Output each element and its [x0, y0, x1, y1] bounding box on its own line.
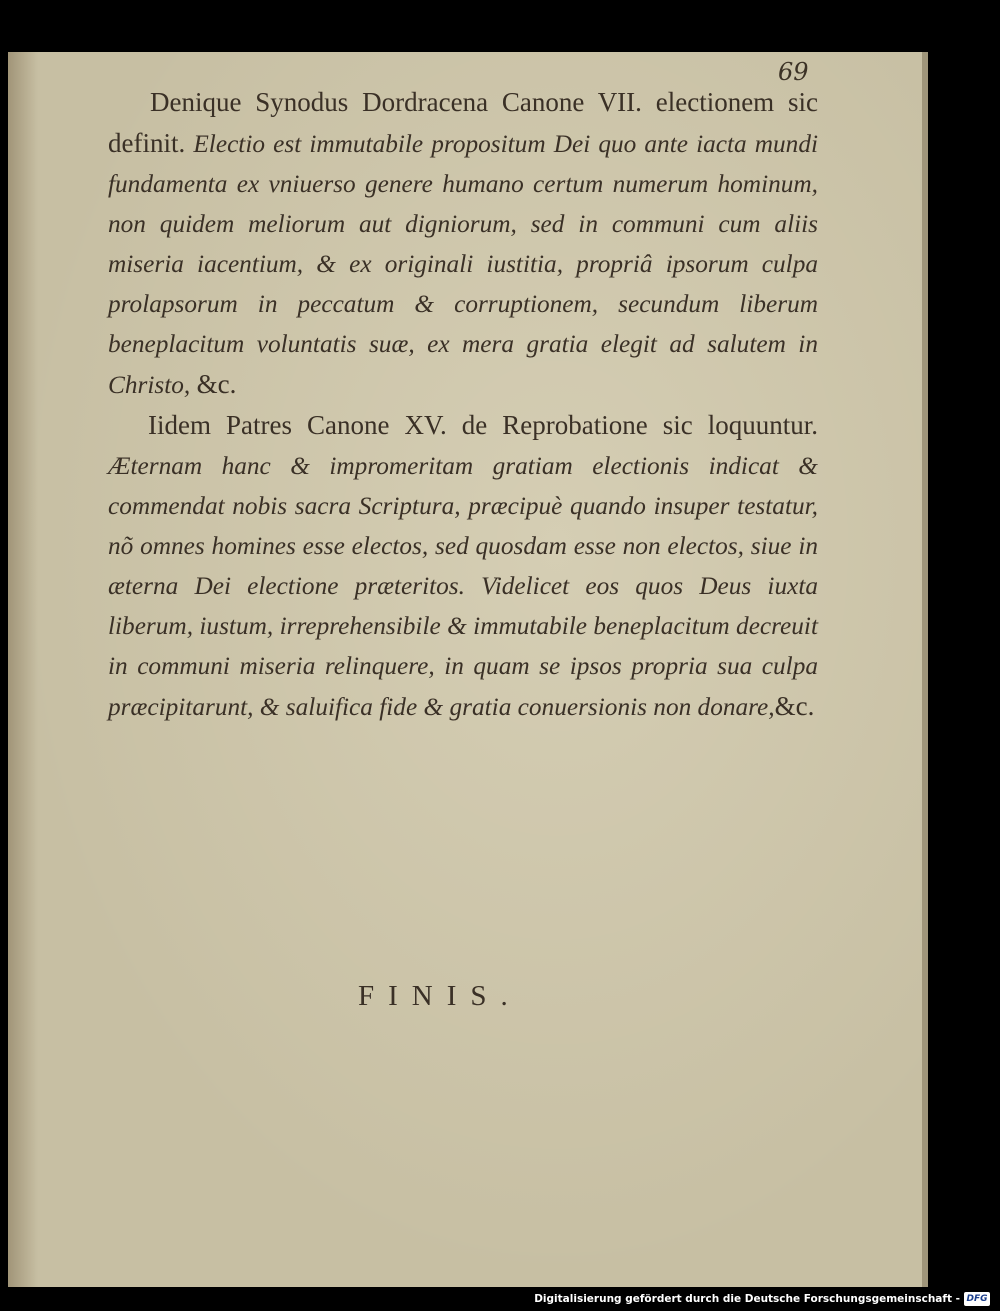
paragraph-1-intro: Denique Synodus Dordracena Canone VII. electionem sic definit. — [108, 87, 818, 158]
paragraph-1-etc: &c. — [196, 369, 237, 399]
paragraph-2-intro: Iidem Patres Canone XV. de Reprobatione sic loquuntur. — [148, 410, 818, 440]
finis-heading: FINIS. — [358, 980, 522, 1012]
paragraph-1-quote: Electio est immutabile propositum Dei quo ante iacta mundi fundamenta ex vniuerso genere humano certum numerum hominum, non quidem meliorum aut digniorum, sed in communi cum aliis miseria iacentium, & ex originali iustitia, propriâ ipsorum culpa prolapsorum in peccatum & corruptionem, secundum liberum beneplacitum voluntatis suæ, ex mera gratia elegit ad salutem in Christo, — [108, 130, 819, 399]
page-edge — [922, 52, 928, 1287]
body-text — [108, 82, 818, 727]
paragraph-2-quote: Æternam hanc & impromeritam gratiam electionis indicat & commendat nobis sacra Scriptura, præcipuè quando insuper testatur, nõ omnes homines esse electos, sed quosdam esse non electos, siue in æterna Dei electione præteritos. Videlicet eos quos Deus iuxta liberum, iustum, irreprehensibile & immutabile beneplacitum decreuit in communi miseria relinquere, in quam se ipsos propria sua culpa præcipitarunt, & saluifica fide & gratia conuersionis non donare, — [108, 452, 818, 721]
digitization-credit: Digitalisierung gefördert durch die Deutsche Forschungsgemeinschaft - — [534, 1293, 960, 1305]
paragraph-synod-election — [108, 82, 818, 405]
page-number: 69 — [778, 58, 809, 86]
paragraph-reprobation — [108, 405, 818, 727]
dfg-logo-icon: DFG — [964, 1292, 990, 1306]
paragraph-2-etc: &c. — [774, 691, 815, 721]
